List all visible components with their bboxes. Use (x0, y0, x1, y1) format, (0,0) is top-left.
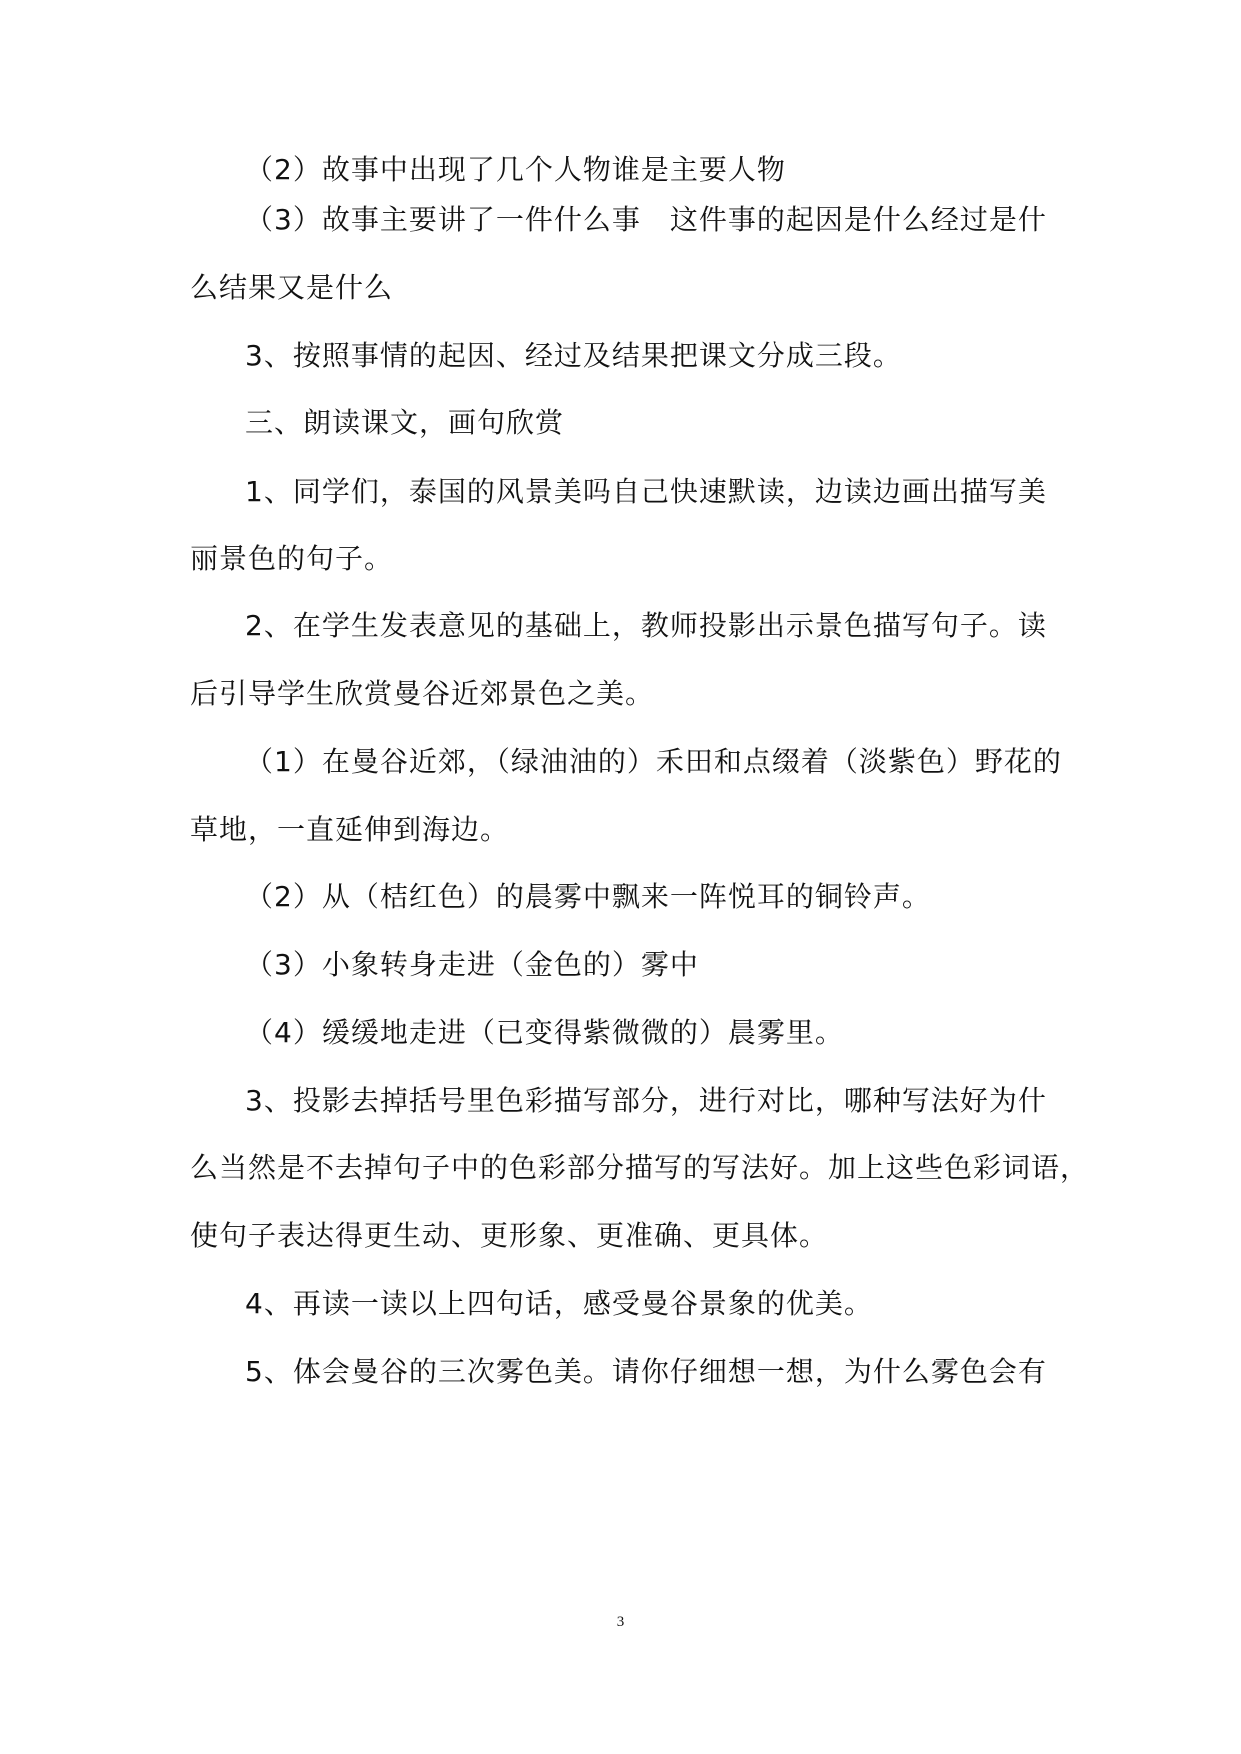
paragraph-item1-line-2: 丽景色的句子。 (190, 542, 394, 575)
paragraph-item5-line-1: 5、体会曼谷的三次雾色美。请你仔细想一想，为什么雾色会有 (245, 1355, 1047, 1388)
paragraph-q3-line-2: 么结果又是什么 (190, 271, 394, 304)
paragraph-item1-line-1: 1、同学们，泰国的风景美吗自己快速默读，边读边画出描写美 (245, 475, 1047, 508)
paragraph-sentence1-line-1: （1）在曼谷近郊，（绿油油的）禾田和点缀着（淡紫色）野花的 (245, 745, 1062, 778)
paragraph-item4-line-1: 4、再读一读以上四句话，感受曼谷景象的优美。 (245, 1287, 873, 1320)
paragraph-sentence3-line-1: （3）小象转身走进（金色的）雾中 (245, 948, 699, 981)
paragraph-q3-line-1: （3）故事主要讲了一件什么事 这件事的起因是什么经过是什 (245, 203, 1047, 236)
paragraph-sentence2-line-1: （2）从（桔红色）的晨雾中飘来一阵悦耳的铜铃声。 (245, 880, 931, 913)
section-heading-three: 三、朗读课文，画句欣赏 (245, 406, 565, 439)
page-number: 3 (616, 1614, 625, 1630)
paragraph-item3-line-2: 么当然是不去掉句子中的色彩部分描写的写法好。加上这些色彩词语， (190, 1151, 1090, 1184)
paragraph-q2-line-1: （2）故事中出现了几个人物谁是主要人物 (245, 153, 786, 186)
paragraph-item3-line-1: 3、投影去掉括号里色彩描写部分，进行对比，哪种写法好为什 (245, 1084, 1047, 1117)
paragraph-item3-line-3: 使句子表达得更生动、更形象、更准确、更具体。 (190, 1219, 829, 1252)
paragraph-item2-line-1: 2、在学生发表意见的基础上，教师投影出示景色描写句子。读 (245, 609, 1047, 642)
paragraph-step3-line-1: 3、按照事情的起因、经过及结果把课文分成三段。 (245, 339, 902, 372)
paragraph-sentence4-line-1: （4）缓缓地走进（已变得紫微微的）晨雾里。 (245, 1016, 844, 1049)
paragraph-sentence1-line-2: 草地，一直延伸到海边。 (190, 813, 510, 846)
paragraph-item2-line-2: 后引导学生欣赏曼谷近郊景色之美。 (190, 677, 655, 710)
